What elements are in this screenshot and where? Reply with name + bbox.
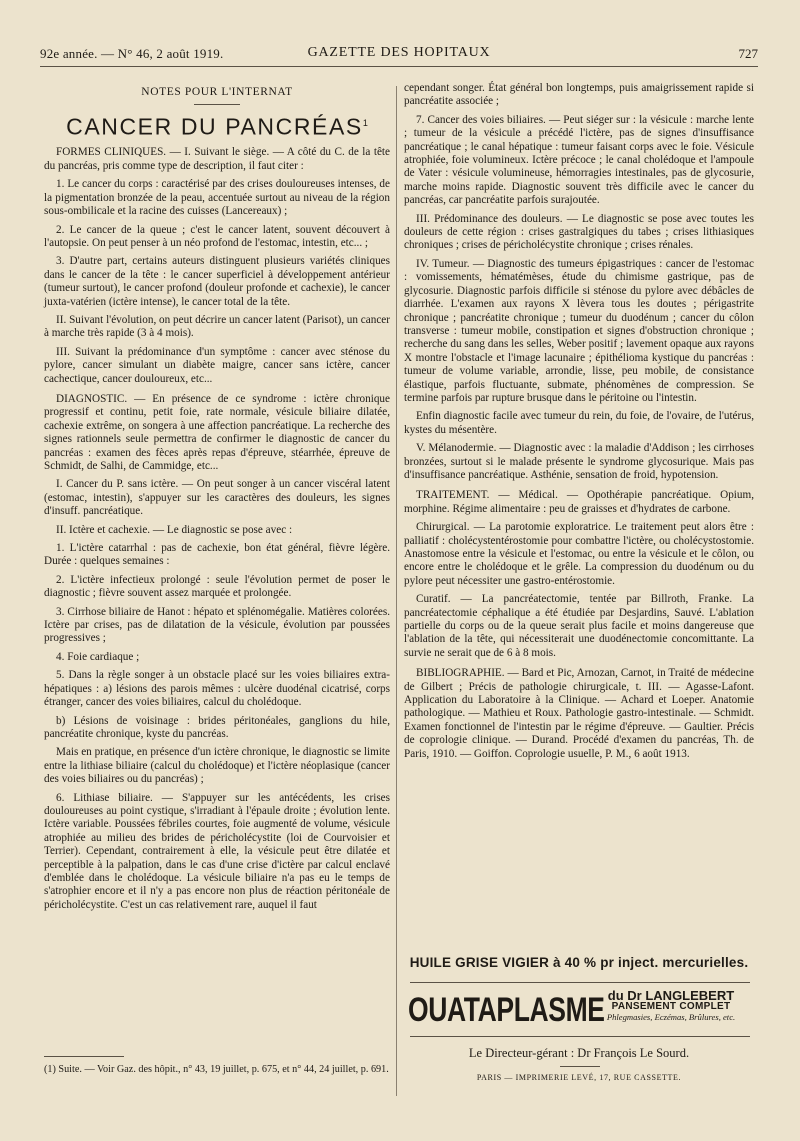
paragraph: II. Suivant l'évolution, on peut décrire un cancer latent (Parisot), un cancer à marche très rapide (3 à 4 mois). (44, 313, 390, 340)
ad-brand-details (588, 990, 754, 1023)
paragraph: 1. Le cancer du corps : caractérisé par des crises douloureuses intenses, de la pigmentation bronzée de la peau, accentuée surtout au niveau de la région sous-ombilicale et la racine des cuisses (Lancereaux) ; (44, 178, 390, 218)
paragraph: I. Cancer du P. sans ictère. — On peut songer à un cancer viscéral latent (estomac, intestin), s'appuyer sur les caractères des douleurs, les signes d'insuff. pancréatique. (44, 478, 390, 518)
advertisement-ouataplasme (406, 990, 756, 1032)
paragraph: III. Suivant la prédominance d'un symptôme : cancer avec sténose du pylore, cancer simulant un diabète maigre, cancer sans ictère, cancer cachectique, cancer douloureux, etc... (44, 345, 390, 385)
paragraph: DIAGNOSTIC. — En présence de ce syndrome : ictère chronique progressif et continu, petit foie, rate normale, vésicule biliaire dilatée, cachexie extrême, on songera à une affection pancréatique. La recherche des signes rationnels seule permettra de confirmer le diagnostic de cancer du pancréas : examen des fèces après repas d'épreuve, stéarrhée, épreuve de Schmidt, de Salhi, de Cammidge, etc... (44, 392, 390, 472)
paragraph: 3. D'autre part, certains auteurs distinguent plusieurs variétés cliniques dans le cancer de la tête : le cancer superficiel à développement antérieur (tumeur surtout), le cancer profond (douleur profonde et cachexie), le cancer juxta-vatérien (ictère intense), le cancer total de la tête. (44, 255, 390, 308)
left-column (44, 86, 390, 917)
article-title-text: CANCER DU PANCRÉAS (66, 114, 363, 141)
advertisement-huile-grise: HUILE GRISE VIGIER à 40 % pr inject. mercurielles. (409, 955, 749, 970)
paragraph: Chirurgical. — La parotomie exploratrice. Le traitement peut alors être : palliatif : cholécystentérostomie pour combattre l'ictère, ou cholécystostomie. Anastomose entre la vésicule et l'estomac, ou entre la vésicule et le côlon, ou encore entre le cholédoque et le grêle. La compression du duodénum ou du pylore peut nécessiter une gastro-entérostomie. (404, 521, 754, 587)
section-rule (194, 104, 240, 105)
footnote: (1) Suite. — Voir Gaz. des hôpit., n° 43, 19 juillet, p. 675, et n° 44, 24 juillet, p. 691. (44, 1064, 389, 1075)
paragraph: 4. Foie cardiaque ; (56, 650, 140, 663)
page-number: 727 (738, 46, 758, 61)
paragraph: 2. Le cancer de la queue ; c'est le cancer latent, souvent découvert à l'autopsie. On peut penser à un néo profond de l'estomac, intestin, etc... ; (44, 223, 390, 249)
paragraph: V. Mélanodermie. — Diagnostic avec : la maladie d'Addison ; les cirrhoses bronzées, surtout si le malade présente le syndrome glycosurique. Mais pas d'insuffisance pancréatique. Asthénie, sensation de froid, hypotension. (404, 442, 754, 481)
printer-rule (560, 1066, 600, 1067)
paragraph: 6. Lithiase biliaire. — S'appuyer sur les antécédents, les crises douloureuses au point cystique, s'irradiant à l'épaule droite ; évolution lente. Ictère variable. Poussées fébriles courtes, foie augmenté de volume, vésicule atrophiée au milieu des brides de péricholécystite (loi de Courvoisier et Terrier). Cependant, contrairement à elle, la vésicule peut être dilatée et perceptible à la palpation, dans le cas d'une crise d'ictère par calcul enclavé d'emblée dans le cholédoque. La vésicule biliaire n'a pas eu le temps de s'atrophier encore et il n'y a pas encore non plus de réaction péritonéale de péricholécystite. C'est un cas relativement rare, auquel il faut (44, 791, 390, 911)
paragraph: 5. Dans la règle songer à un obstacle placé sur les voies biliaires extra-hépatiques : a) lésions des parois mêmes : ulcère duodénal cicatrisé, corps étranger, cancer des voies biliaires, calcul du cholédoque. (44, 669, 390, 709)
journal-title: GAZETTE DES HOPITAUX (307, 45, 491, 60)
paragraph: FORMES CLINIQUES. — I. Suivant le siège. — A côté du C. de la tête du pancréas, pris comme type de description, il faut citer : (44, 146, 390, 172)
ad-tagline: Phlegmasies, Eczémas, Brûlures, etc. (606, 1012, 736, 1022)
paragraph: cependant songer. État général bon longtemps, puis amaigrissement rapide si pancréatite associée ; (404, 82, 754, 108)
paragraph: Curatif. — La pancréatectomie, tentée par Billroth, Franke. La pancréatectomie céphalique a été étudiée par Desjardins, Sauvé. L'ablation partielle du corps ou de la queue serait plus facile et moins dangereuse que l'ablation de la tête, qui nécessiterait une duodénectomie concomittante. La survie ne serait que de 6 à 8 mois. (404, 593, 754, 659)
paragraph: TRAITEMENT. — Médical. — Opothérapie pancréatique. Opium, morphine. Régime alimentaire : peu de graisses et d'hydrates de carbone. (404, 489, 754, 515)
right-column (404, 82, 754, 766)
bibliography: BIBLIOGRAPHIE. — Bard et Pic, Arnozan, Carnot, in Traité de médecine de Gilbert ; Précis de pathologie chirurgicale, t. III. — Agasse-Lafont. Application du Laboratoire à la Clinique. — Achard et Loeper. Anatomie pathologique. — Mathieu et Roux. Pathologie gastro-intestinale. — Schmidt. Examen fonctionnel de l'intestin par le régime d'épreuve. — Gaultier. Précis de coprologie clinique. — Durand. Procédé d'examen du pancréas, Th. de Paris, 1910. — Goiffon. Coprologie usuelle, P. M., 6 août 1913. (404, 667, 754, 760)
paragraph: 1. L'ictère catarrhal : pas de cachexie, bon état général, fièvre légère. Durée : quelques semaines : (44, 542, 390, 568)
paragraph: b) Lésions de voisinage : brides péritonéales, ganglions du hile, pancréatite chronique, kyste du pancréas. (44, 714, 390, 740)
article-title (44, 114, 390, 141)
footnote-marker: 1 (362, 118, 368, 129)
paragraph: IV. Tumeur. — Diagnostic des tumeurs épigastriques : cancer de l'estomac : vomissements, hématémèses, étude du chimisme gastrique, pas de glycosurie. Diagnostic parfois difficile si sténose du pylore avec débâcles de diarrhée. L'examen aux rayons X lèvera tous les doutes ; périgastrite chronique ; pancréatite chronique ; tumeur du duodénum ; cancer du côlon transverse : tumeur mobile, constipation et signes d'obstruction chronique ; recherche du sang dans les selles, Weber positif ; lavement opaque aux rayons X montre l'obstacle et l'image lacunaire ; épithélioma kystique du pancréas : tumeur de volume variable, arrondie, lisse, peu mobile, de consistance élastique, parfois fluctuante, submate, phénomènes de compression. Se termine parfois par rupture brusque dans le péritoine ou l'intestin. (404, 257, 754, 404)
director-credit: Le Directeur-gérant : Dr François Le Sourd. (468, 1046, 690, 1060)
ad-subtitle: PANSEMENT COMPLET (611, 1001, 731, 1012)
paragraph: 2. L'ictère infectieux prolongé : seule l'évolution permet de poser le diagnostic ; fièvre souvent assez marquée et prolongée. (44, 573, 390, 600)
paragraph: Enfin diagnostic facile avec tumeur du rein, du foie, de l'ovaire, de l'utérus, kystes du mésentère. (404, 410, 754, 436)
footnote-rule (44, 1056, 124, 1057)
printer-credit: PARIS — IMPRIMERIE LEVÉ, 17, RUE CASSETTE. (476, 1073, 682, 1082)
paragraph: 3. Cirrhose biliaire de Hanot : hépato et splénomégalie. Matières colorées. Ictère par crises, pas de dilatation de la vésicule, évolution par poussées progressives ; (44, 605, 390, 645)
section-title: NOTES POUR L'INTERNAT (141, 86, 293, 98)
column-divider (396, 86, 397, 1096)
ad-divider (410, 982, 750, 983)
paragraph: 7. Cancer des voies biliaires. — Peut siéger sur : la vésicule : marche lente ; tumeur de la vésicule a précédé l'ictère, pas de signes d'insuffisance pancréatique ; le canal hépatique : tumeur faisant corps avec le foie. Vésicule atrophiée, foie volumineux. Ictère précoce ; le canal cholédoque et l'ampoule de Vater : vésicule volumineuse, hémorragies intestinales, pas de glycosurie, marche moins rapide. Diagnostic souvent très difficile avec le cancer du pancréas, car pancréatite parfois surajoutée. (404, 113, 754, 207)
ad-brand-name: du Dr LANGLEBERT (607, 988, 735, 1003)
ad-brand-word: OUATAPLASME (408, 991, 605, 1029)
paragraph: III. Prédominance des douleurs. — Le diagnostic se pose avec toutes les douleurs de cette région : crises gastralgiques du tabes ; crises lithiasiques chroniques ; crises de péricholécystite chronique ; crises rénales. (404, 212, 754, 252)
paragraph: II. Ictère et cachexie. — Le diagnostic se pose avec : (56, 523, 293, 536)
issue-info: 92e année. — N° 46, 2 août 1919. (40, 46, 224, 61)
paragraph: Mais en pratique, en présence d'un ictère chronique, le diagnostic se limite entre la lithiase biliaire (calcul du cholédoque) et l'ictère néoplasique (cancer des voies biliaires ou du pancréas) ; (44, 746, 390, 786)
ad-divider (410, 1036, 750, 1037)
page-header (40, 44, 758, 67)
